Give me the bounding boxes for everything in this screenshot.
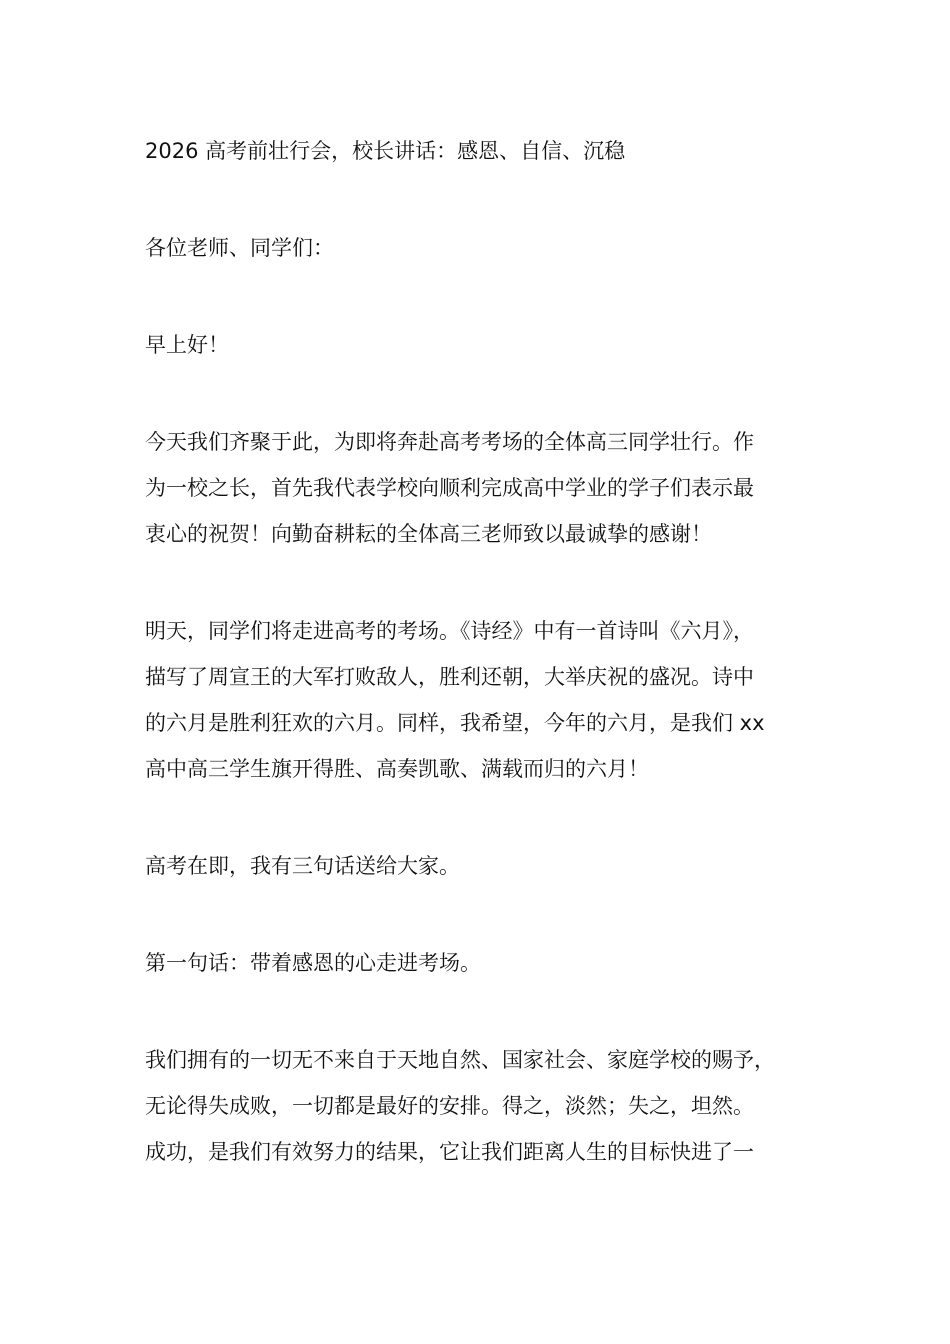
paragraph-june	[145, 608, 835, 792]
paragraph-line: 各位老师、同学们：	[145, 236, 334, 260]
document-body	[145, 128, 835, 1226]
paragraph-line: 无论得失成败，一切都是最好的安排。得之，淡然；失之，坦然。	[145, 1094, 754, 1118]
paragraph-line: 早上好！	[145, 333, 229, 357]
paragraph-line: 描写了周宣王的大军打败敌人，胜利还朝，大举庆祝的盛况。诗中	[145, 665, 754, 689]
paragraph-opening	[145, 419, 835, 557]
title-line: 2026 高考前壮行会，校长讲话：感恩、自信、沉稳	[145, 139, 626, 163]
paragraph-line: 的六月是胜利狂欢的六月。同样，我希望，今年的六月，是我们 xx	[145, 711, 765, 735]
paragraph-line: 高考在即，我有三句话送给大家。	[145, 854, 460, 878]
paragraph-line: 衷心的祝贺！向勤奋耕耘的全体高三老师致以最诚挚的感谢！	[145, 522, 712, 546]
document-title	[145, 128, 835, 174]
paragraph-line: 明天，同学们将走进高考的考场。《诗经》中有一首诗叫《六月》，	[145, 619, 754, 643]
paragraph-first-sentence	[145, 940, 835, 986]
paragraph-line: 高中高三学生旗开得胜、高奏凯歌、满载而归的六月！	[145, 757, 649, 781]
paragraph-line: 成功，是我们有效努力的结果，它让我们距离人生的目标快进了一	[145, 1140, 754, 1164]
paragraph-gratitude	[145, 1037, 835, 1175]
paragraph-line: 今天我们齐聚于此，为即将奔赴高考考场的全体高三同学壮行。作	[145, 430, 754, 454]
paragraph-line: 第一句话：带着感恩的心走进考场。	[145, 951, 481, 975]
paragraph-greeting	[145, 322, 835, 368]
paragraph-line: 为一校之长，首先我代表学校向顺利完成高中学业的学子们表示最	[145, 476, 754, 500]
paragraph-salutation	[145, 225, 835, 271]
paragraph-three-sentences	[145, 843, 835, 889]
paragraph-line: 我们拥有的一切无不来自于天地自然、国家社会、家庭学校的赐予，	[145, 1048, 775, 1072]
